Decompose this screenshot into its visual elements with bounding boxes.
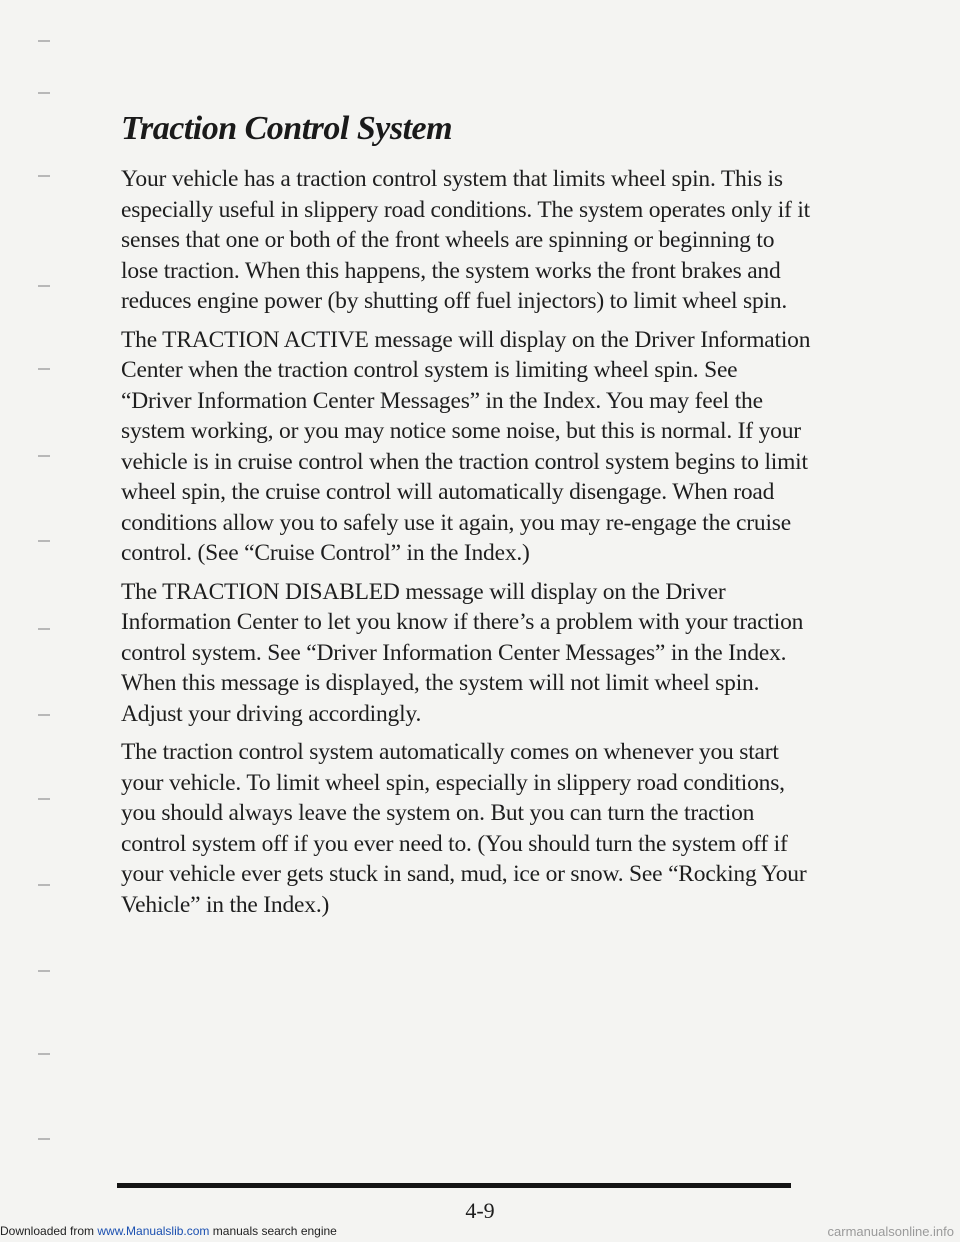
- paragraph-overview: Your vehicle has a traction control system that limits wheel spin. This is especially useful in slippery road conditions. The system operates only if it senses that one or both of the front wheels are spinning or beginning to lose traction. When this happens, the system works the front brakes and reduces engine power (by shutting off fuel injectors) to limit wheel spin.: [121, 166, 811, 314]
- binding-mark: [38, 40, 50, 42]
- binding-mark: [38, 970, 50, 972]
- manualslib-link[interactable]: www.Manualslib.com: [97, 1224, 210, 1238]
- footer-suffix: manuals search engine: [209, 1224, 337, 1238]
- binding-mark: [38, 714, 50, 716]
- page-content: [121, 110, 811, 928]
- binding-mark: [38, 798, 50, 800]
- paragraph-traction-active: The TRACTION ACTIVE message will display on the Driver Information Center when the traction control system is limiting wheel spin. See “Driver Information Center Messages” in the Index. You may feel the system working, or you may notice some noise, but this is normal. If your vehicle is in cruise control when the traction control system begins to limit wheel spin, the cruise control will automatically disengage. When road conditions allow you to safely use it again, you may re-engage the cruise control. (See “Cruise Control” in the Index.): [121, 326, 811, 566]
- section-title: Traction Control System: [121, 110, 453, 147]
- binding-mark: [38, 1138, 50, 1140]
- paragraph-traction-disabled: The TRACTION DISABLED message will display on the Driver Information Center to let you know if there’s a problem with your traction control system. See “Driver Information Center Messages” in the Index. When this message is displayed, the system will not limit wheel spin. Adjust your driving accordingly.: [121, 578, 804, 727]
- binding-mark: [38, 175, 50, 177]
- binding-mark: [38, 884, 50, 886]
- footer-rule: [117, 1183, 791, 1188]
- binding-mark: [38, 1053, 50, 1055]
- binding-mark: [38, 540, 50, 542]
- footer-prefix: Downloaded from: [0, 1224, 98, 1238]
- binding-mark: [38, 92, 50, 94]
- site-watermark: carmanualsonline.info: [827, 1224, 954, 1239]
- binding-mark: [38, 285, 50, 287]
- binding-mark: [38, 368, 50, 370]
- binding-mark: [38, 455, 50, 457]
- download-footer: [0, 1224, 337, 1238]
- binding-mark: [38, 628, 50, 630]
- paragraph-system-on-off: The traction control system automatically comes on whenever you start your vehicle. To limit wheel spin, especially in slippery road conditions, you should always leave the system on. But you can turn the traction control system off if you ever need to. (You should turn the system off if your vehicle ever gets stuck in sand, mud, ice or snow. See “Rocking Your Vehicle” in the Index.): [121, 739, 807, 918]
- page-number: 4-9: [465, 1198, 495, 1223]
- binding-margin: [0, 0, 90, 1242]
